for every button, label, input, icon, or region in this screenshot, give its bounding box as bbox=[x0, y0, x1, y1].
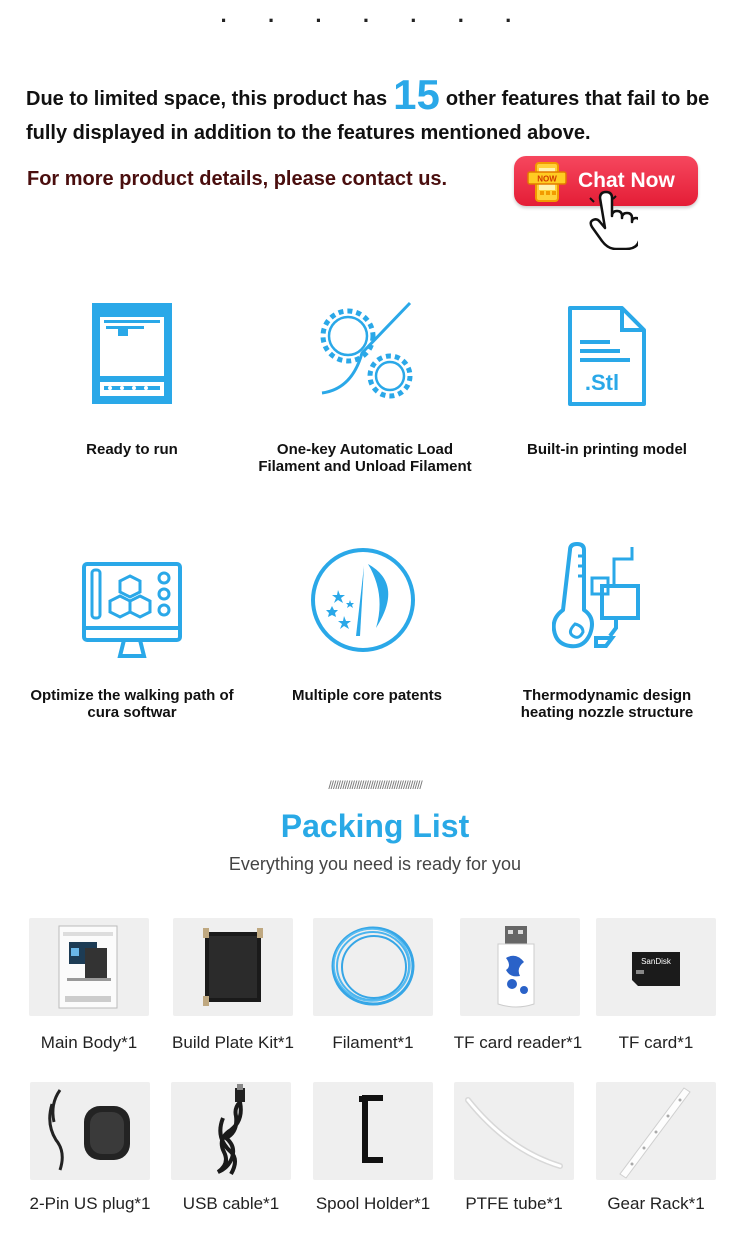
feature-count: 15 bbox=[393, 71, 440, 118]
item-label-us-plug: 2-Pin US plug*1 bbox=[29, 1194, 151, 1213]
patent-stars-icon bbox=[308, 544, 418, 654]
item-label-build-plate: Build Plate Kit*1 bbox=[172, 1033, 294, 1052]
main-body-image bbox=[29, 918, 149, 1016]
spool-holder-image bbox=[313, 1082, 433, 1180]
item-label-ptfe-tube: PTFE tube*1 bbox=[465, 1194, 563, 1213]
chat-now-label: Chat Now bbox=[578, 169, 675, 192]
filament-image bbox=[313, 918, 433, 1016]
feature-label-built-in-model: Built-in printing model bbox=[527, 441, 687, 458]
monitor-cubes-icon bbox=[78, 550, 188, 660]
feature-label-core-patents: Multiple core patents bbox=[291, 687, 443, 704]
stl-file-icon bbox=[552, 298, 662, 408]
packing-list-title: Packing List bbox=[280, 808, 470, 844]
item-label-card-reader: TF card reader*1 bbox=[453, 1033, 583, 1052]
item-label-usb-cable: USB cable*1 bbox=[182, 1194, 280, 1213]
feature-label-auto-load: One-key Automatic Load Filament and Unload Filament bbox=[258, 441, 472, 475]
item-label-main-body: Main Body*1 bbox=[40, 1033, 138, 1052]
item-label-tf-card: TF card*1 bbox=[618, 1033, 694, 1052]
item-label-gear-rack: Gear Rack*1 bbox=[607, 1194, 705, 1213]
item-label-spool-holder: Spool Holder*1 bbox=[315, 1194, 431, 1213]
gears-filament-icon bbox=[312, 298, 422, 408]
tf-card-brand: SanDisk bbox=[641, 957, 671, 966]
packing-list-subtitle: Everything you need is ready for you bbox=[228, 854, 522, 874]
feature-label-thermodynamic: Thermodynamic design heating nozzle structure bbox=[520, 687, 694, 721]
feature-label-ready-to-run: Ready to run bbox=[86, 441, 178, 458]
build-plate-image bbox=[173, 918, 293, 1016]
power-adapter-image bbox=[30, 1082, 150, 1180]
tf-card-image bbox=[596, 918, 716, 1016]
pointing-hand-icon bbox=[582, 190, 638, 250]
intro-suffix: other features that fail to be fully displayed in addition to the features mentioned above. bbox=[26, 88, 710, 144]
card-reader-image bbox=[460, 918, 580, 1016]
feature-label-cura-path: Optimize the walking path of cura softwar bbox=[30, 687, 234, 721]
gear-rack-image bbox=[596, 1082, 716, 1180]
phone-icon bbox=[526, 160, 570, 204]
packing-divider: //////////////////////////////////////// bbox=[328, 778, 422, 792]
now-badge: NOW bbox=[537, 174, 557, 184]
intro-text bbox=[26, 71, 736, 150]
intro-prefix: Due to limited space, this product has bbox=[26, 88, 388, 110]
section-dots: · · · · · · · bbox=[220, 8, 530, 33]
usb-cable-image bbox=[171, 1082, 291, 1180]
contact-text: For more product details, please contact us. bbox=[27, 168, 448, 190]
item-label-filament: Filament*1 bbox=[332, 1033, 414, 1052]
ptfe-tube-image bbox=[454, 1082, 574, 1180]
printer-frame-icon bbox=[78, 298, 188, 408]
thermometer-nozzle-icon bbox=[552, 542, 662, 652]
stl-icon-text: .Stl bbox=[584, 370, 620, 395]
